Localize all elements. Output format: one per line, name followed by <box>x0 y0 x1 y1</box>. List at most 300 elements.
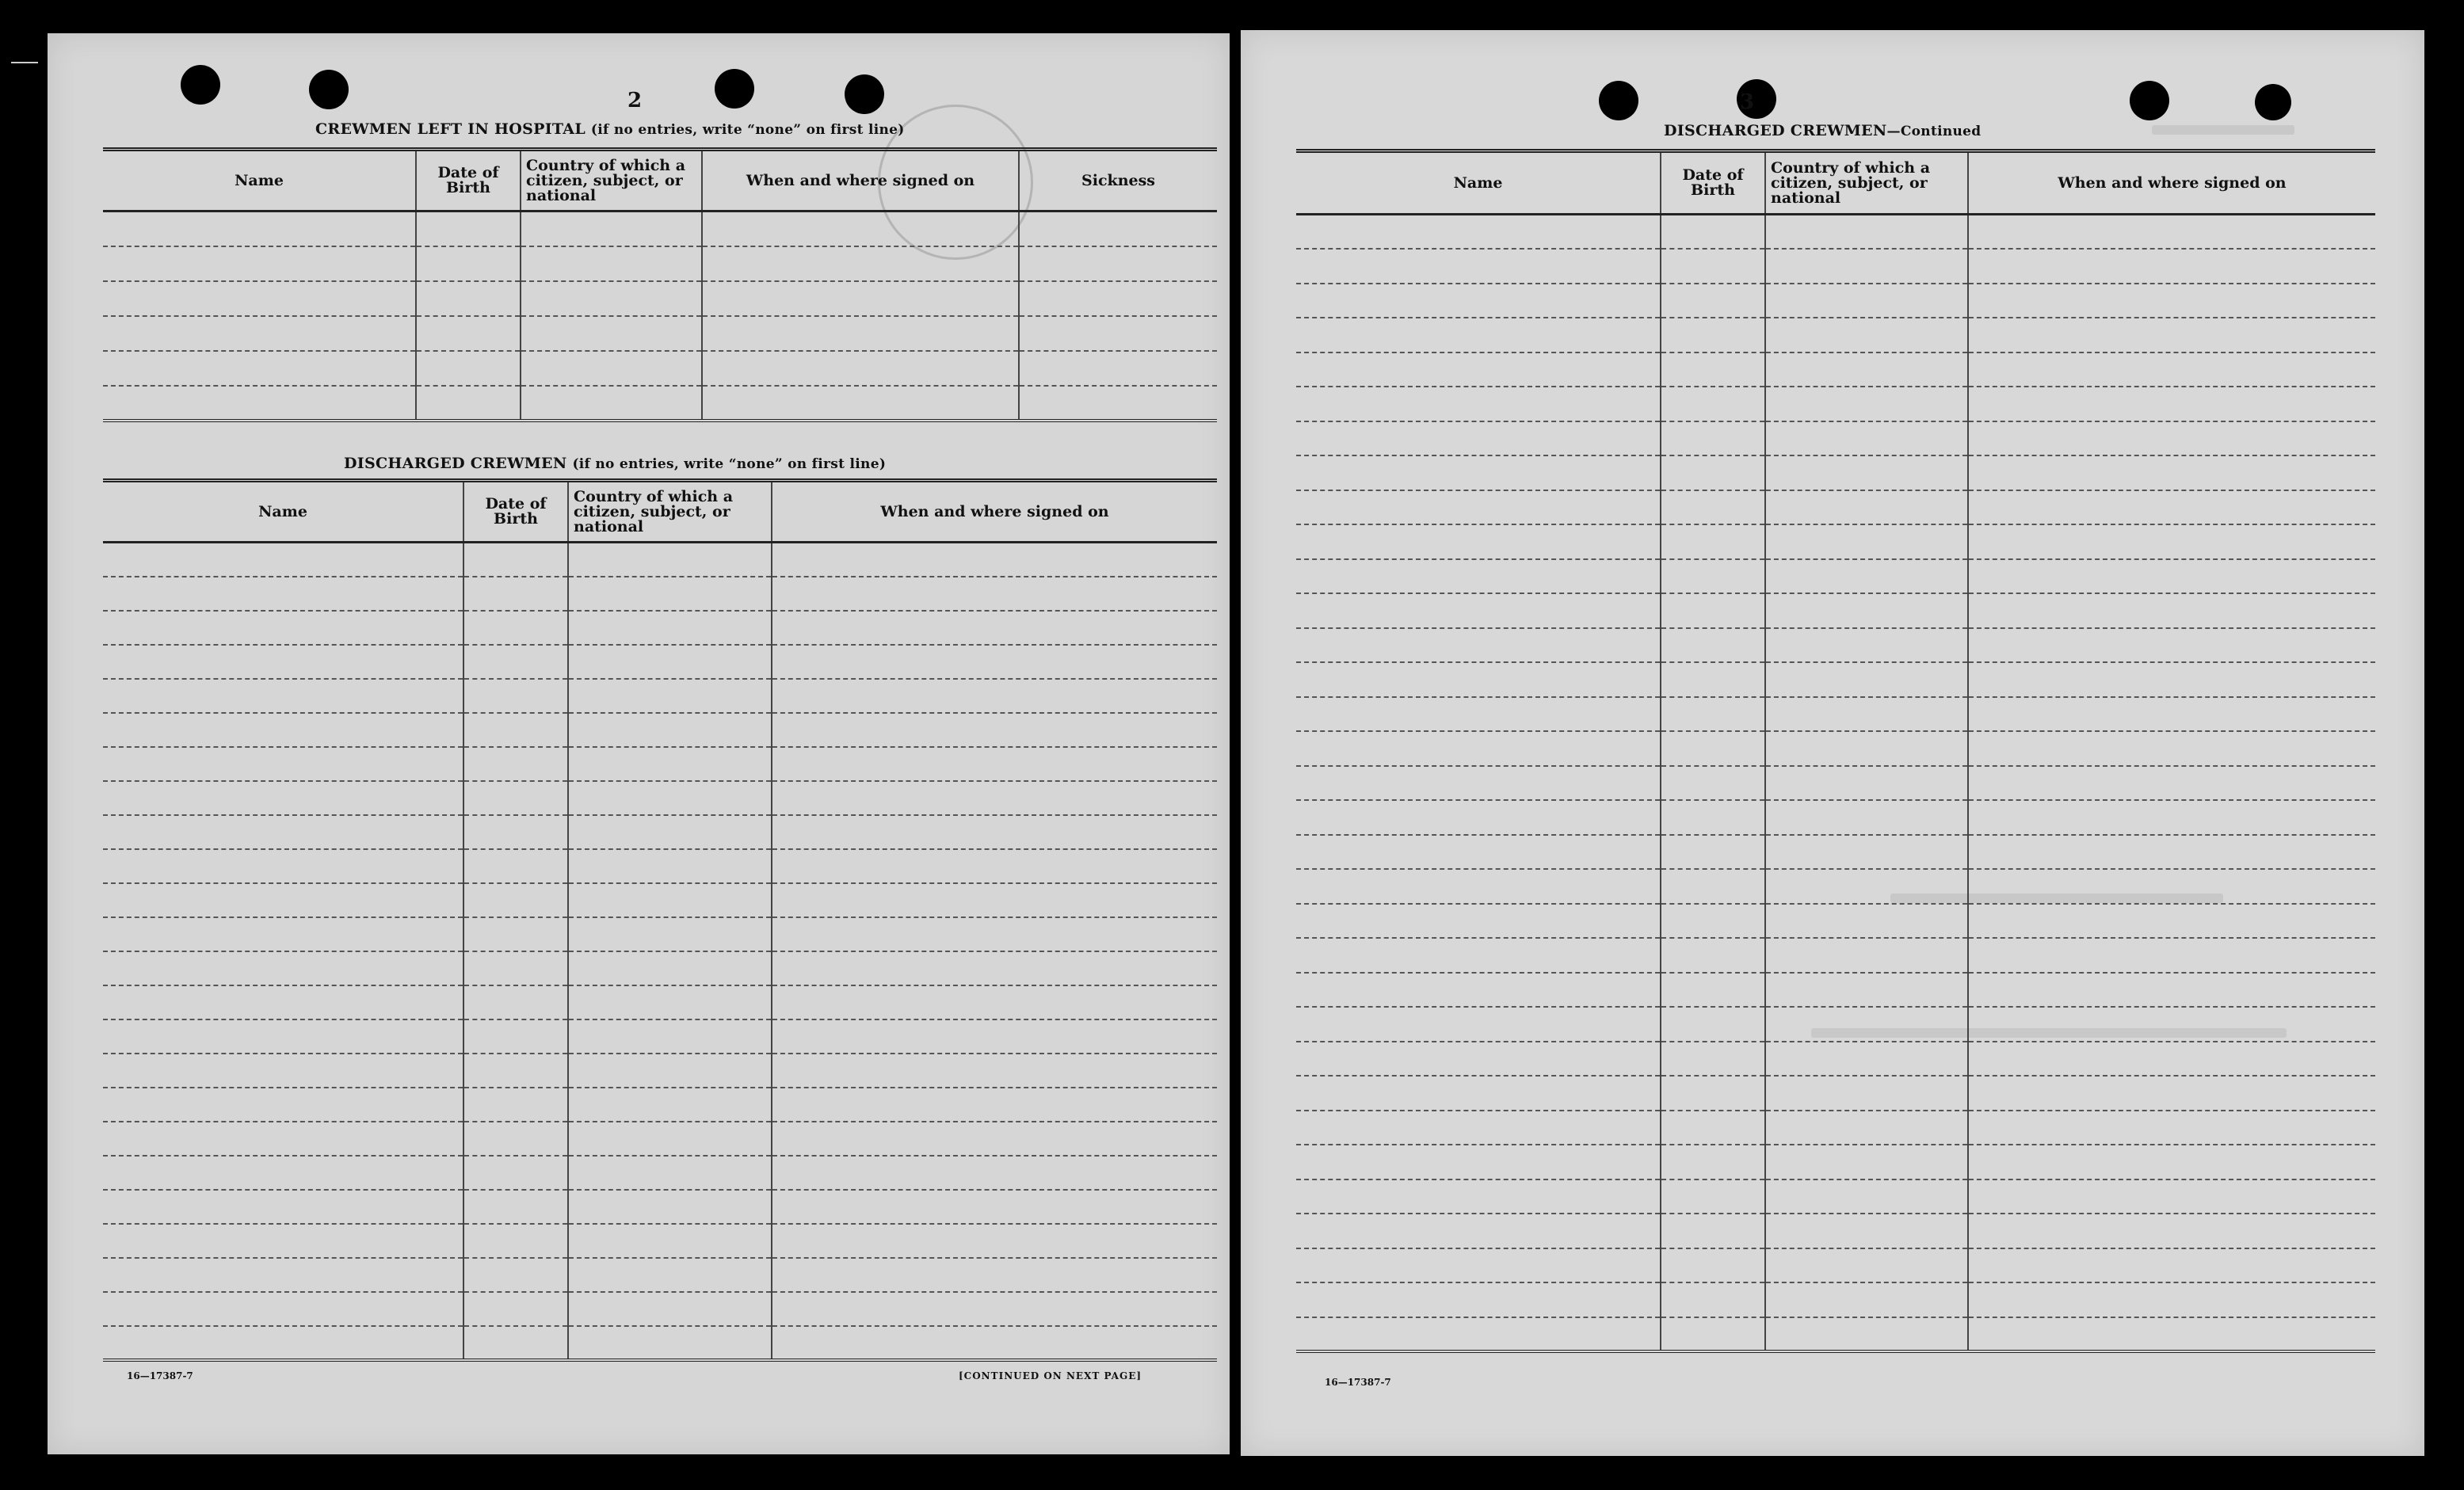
country-cell[interactable] <box>568 985 772 1019</box>
name-cell[interactable] <box>103 1054 463 1088</box>
country-cell[interactable] <box>568 611 772 645</box>
country-cell[interactable] <box>568 577 772 611</box>
table-row <box>1296 1248 2375 1283</box>
column-header-name: Name <box>103 481 463 543</box>
table-row <box>103 1292 1217 1326</box>
column-header-country: Country of which a citizen, subject, or national <box>1765 151 1968 215</box>
country-cell[interactable] <box>568 713 772 747</box>
country-cell[interactable] <box>1765 284 1968 318</box>
date-of-birth-cell[interactable] <box>463 679 568 713</box>
name-cell[interactable] <box>1296 593 1661 628</box>
date-of-birth-cell[interactable] <box>463 611 568 645</box>
table-row <box>1296 835 2375 870</box>
signed-on-cell[interactable] <box>1968 1111 2375 1145</box>
name-cell[interactable] <box>1296 1248 1661 1283</box>
name-cell[interactable] <box>1296 1214 1661 1248</box>
country-cell[interactable] <box>1765 869 1968 904</box>
country-cell[interactable] <box>568 747 772 781</box>
signed-on-cell[interactable] <box>1968 800 2375 835</box>
date-of-birth-cell[interactable] <box>1661 1282 1765 1317</box>
date-of-birth-cell[interactable] <box>463 1326 568 1360</box>
date-of-birth-cell[interactable] <box>463 1156 568 1190</box>
country-cell[interactable] <box>568 1326 772 1360</box>
signed-on-cell[interactable] <box>1968 1076 2375 1111</box>
signed-on-cell[interactable] <box>1968 1042 2375 1077</box>
name-cell[interactable] <box>1296 800 1661 835</box>
country-cell[interactable] <box>1765 835 1968 870</box>
signed-on-cell[interactable] <box>772 781 1217 815</box>
date-of-birth-cell[interactable] <box>463 1224 568 1258</box>
table-row <box>103 577 1217 611</box>
date-of-birth-cell[interactable] <box>1661 662 1765 697</box>
name-cell[interactable] <box>103 543 463 577</box>
country-cell[interactable] <box>1765 731 1968 766</box>
signed-on-cell[interactable] <box>772 985 1217 1019</box>
name-cell[interactable] <box>1296 559 1661 594</box>
country-cell[interactable] <box>1765 1179 1968 1214</box>
date-of-birth-cell[interactable] <box>1661 1179 1765 1214</box>
date-of-birth-cell[interactable] <box>463 1122 568 1156</box>
name-cell[interactable] <box>103 1019 463 1054</box>
name-cell[interactable] <box>1296 628 1661 663</box>
name-cell[interactable] <box>1296 1282 1661 1317</box>
name-cell[interactable] <box>103 747 463 781</box>
date-of-birth-cell[interactable] <box>463 747 568 781</box>
hospital-title-text: CREWMEN LEFT IN HOSPITAL <box>315 120 585 138</box>
signed-on-cell[interactable] <box>772 1088 1217 1122</box>
name-cell[interactable] <box>1296 1042 1661 1077</box>
country-cell[interactable] <box>1765 352 1968 387</box>
signed-on-cell[interactable] <box>1968 869 2375 904</box>
discharged-table <box>103 478 1217 1362</box>
date-of-birth-cell[interactable] <box>1661 869 1765 904</box>
country-cell[interactable] <box>568 917 772 951</box>
name-cell[interactable] <box>103 351 416 386</box>
table-row <box>103 1088 1217 1122</box>
date-of-birth-cell[interactable] <box>1661 800 1765 835</box>
date-of-birth-cell[interactable] <box>416 211 521 246</box>
name-cell[interactable] <box>1296 387 1661 421</box>
country-cell[interactable] <box>1765 421 1968 456</box>
date-of-birth-cell[interactable] <box>1661 973 1765 1008</box>
name-cell[interactable] <box>103 1156 463 1190</box>
country-cell[interactable] <box>1765 1145 1968 1179</box>
country-cell[interactable] <box>1765 318 1968 352</box>
sickness-cell[interactable] <box>1019 316 1217 351</box>
signed-on-cell[interactable] <box>772 713 1217 747</box>
signed-on-cell[interactable] <box>1968 421 2375 456</box>
table-row <box>1296 249 2375 284</box>
country-cell[interactable] <box>1765 973 1968 1008</box>
date-of-birth-cell[interactable] <box>463 1258 568 1292</box>
date-of-birth-cell[interactable] <box>463 815 568 849</box>
signed-on-cell[interactable] <box>1968 904 2375 939</box>
sickness-cell[interactable] <box>1019 281 1217 316</box>
date-of-birth-cell[interactable] <box>463 883 568 917</box>
punch-hole <box>845 74 884 114</box>
country-cell[interactable] <box>1765 1282 1968 1317</box>
column-header-date-of-birth: Date of Birth <box>1661 151 1765 215</box>
name-cell[interactable] <box>1296 1145 1661 1179</box>
name-cell[interactable] <box>103 1088 463 1122</box>
signed-on-cell[interactable] <box>1968 973 2375 1008</box>
date-of-birth-cell[interactable] <box>463 577 568 611</box>
signed-on-cell[interactable] <box>1968 318 2375 352</box>
date-of-birth-cell[interactable] <box>1661 559 1765 594</box>
country-cell[interactable] <box>1765 524 1968 559</box>
date-of-birth-cell[interactable] <box>463 985 568 1019</box>
signed-on-cell[interactable] <box>1968 559 2375 594</box>
name-cell[interactable] <box>1296 662 1661 697</box>
date-of-birth-cell[interactable] <box>1661 249 1765 284</box>
hospital-section-title <box>315 120 905 138</box>
date-of-birth-cell[interactable] <box>1661 593 1765 628</box>
date-of-birth-cell[interactable] <box>1661 1214 1765 1248</box>
country-cell[interactable] <box>568 781 772 815</box>
signed-on-cell[interactable] <box>772 1054 1217 1088</box>
date-of-birth-cell[interactable] <box>416 316 521 351</box>
signed-on-cell[interactable] <box>772 645 1217 679</box>
signed-on-cell[interactable] <box>1968 352 2375 387</box>
name-cell[interactable] <box>103 781 463 815</box>
signed-on-cell[interactable] <box>1968 731 2375 766</box>
country-cell[interactable] <box>521 246 702 281</box>
column-header-name: Name <box>1296 151 1661 215</box>
country-cell[interactable] <box>568 883 772 917</box>
name-cell[interactable] <box>103 1292 463 1326</box>
date-of-birth-cell[interactable] <box>1661 697 1765 732</box>
name-cell[interactable] <box>1296 284 1661 318</box>
date-of-birth-cell[interactable] <box>1661 1145 1765 1179</box>
signed-on-cell[interactable] <box>1968 1282 2375 1317</box>
name-cell[interactable] <box>103 281 416 316</box>
table-row <box>103 1019 1217 1054</box>
date-of-birth-cell[interactable] <box>1661 215 1765 250</box>
date-of-birth-cell[interactable] <box>1661 421 1765 456</box>
signed-on-cell[interactable] <box>1968 628 2375 663</box>
country-cell[interactable] <box>1765 559 1968 594</box>
country-cell[interactable] <box>521 386 702 421</box>
signed-on-cell[interactable] <box>772 849 1217 883</box>
name-cell[interactable] <box>103 713 463 747</box>
country-cell[interactable] <box>568 1258 772 1292</box>
date-of-birth-cell[interactable] <box>463 1190 568 1224</box>
name-cell[interactable] <box>103 883 463 917</box>
signed-on-cell[interactable] <box>1968 835 2375 870</box>
date-of-birth-cell[interactable] <box>1661 284 1765 318</box>
date-of-birth-cell[interactable] <box>1661 835 1765 870</box>
name-cell[interactable] <box>1296 869 1661 904</box>
name-cell[interactable] <box>103 1122 463 1156</box>
country-cell[interactable] <box>1765 249 1968 284</box>
date-of-birth-cell[interactable] <box>1661 766 1765 801</box>
signed-on-cell[interactable] <box>1968 387 2375 421</box>
country-cell[interactable] <box>1765 215 1968 250</box>
date-of-birth-cell[interactable] <box>1661 1248 1765 1283</box>
table-row <box>103 951 1217 985</box>
signed-on-cell[interactable] <box>772 543 1217 577</box>
table-row <box>103 316 1217 351</box>
country-cell[interactable] <box>1765 455 1968 490</box>
name-cell[interactable] <box>103 849 463 883</box>
name-cell[interactable] <box>103 951 463 985</box>
country-cell[interactable] <box>521 211 702 246</box>
date-of-birth-cell[interactable] <box>463 713 568 747</box>
country-cell[interactable] <box>568 849 772 883</box>
date-of-birth-cell[interactable] <box>416 386 521 421</box>
table-row <box>103 679 1217 713</box>
signed-on-cell[interactable] <box>702 281 1019 316</box>
date-of-birth-cell[interactable] <box>1661 938 1765 973</box>
name-cell[interactable] <box>1296 835 1661 870</box>
name-cell[interactable] <box>103 985 463 1019</box>
date-of-birth-cell[interactable] <box>463 951 568 985</box>
hospital-table <box>103 147 1217 422</box>
signed-on-cell[interactable] <box>1968 215 2375 250</box>
discharged-instruction: (if no entries, write “none” on first line) <box>572 456 887 472</box>
signed-on-cell[interactable] <box>772 1122 1217 1156</box>
signed-on-cell[interactable] <box>772 577 1217 611</box>
signed-on-cell[interactable] <box>772 679 1217 713</box>
signed-on-cell[interactable] <box>1968 490 2375 525</box>
country-cell[interactable] <box>1765 1111 1968 1145</box>
name-cell[interactable] <box>1296 421 1661 456</box>
country-cell[interactable] <box>1765 1248 1968 1283</box>
name-cell[interactable] <box>103 679 463 713</box>
name-cell[interactable] <box>103 645 463 679</box>
country-cell[interactable] <box>521 281 702 316</box>
continued-note: [CONTINUED ON NEXT PAGE] <box>959 1370 1142 1381</box>
table-row <box>103 1224 1217 1258</box>
signed-on-cell[interactable] <box>772 1019 1217 1054</box>
signed-on-cell[interactable] <box>772 611 1217 645</box>
signed-on-cell[interactable] <box>1968 1214 2375 1248</box>
table-row <box>103 883 1217 917</box>
name-cell[interactable] <box>1296 215 1661 250</box>
country-cell[interactable] <box>1765 387 1968 421</box>
name-cell[interactable] <box>1296 697 1661 732</box>
country-cell[interactable] <box>1765 1214 1968 1248</box>
signed-on-cell[interactable] <box>1968 524 2375 559</box>
signed-on-cell[interactable] <box>1968 455 2375 490</box>
date-of-birth-cell[interactable] <box>463 917 568 951</box>
name-cell[interactable] <box>1296 731 1661 766</box>
name-cell[interactable] <box>1296 1179 1661 1214</box>
date-of-birth-cell[interactable] <box>416 246 521 281</box>
signed-on-cell[interactable] <box>702 246 1019 281</box>
country-cell[interactable] <box>568 1054 772 1088</box>
country-cell[interactable] <box>1765 800 1968 835</box>
sickness-cell[interactable] <box>1019 386 1217 421</box>
signed-on-cell[interactable] <box>772 951 1217 985</box>
country-cell[interactable] <box>568 543 772 577</box>
table-row <box>1296 352 2375 387</box>
date-of-birth-cell[interactable] <box>1661 524 1765 559</box>
table-row <box>1296 387 2375 421</box>
date-of-birth-cell[interactable] <box>463 1292 568 1326</box>
signed-on-cell[interactable] <box>772 1258 1217 1292</box>
name-cell[interactable] <box>1296 1076 1661 1111</box>
signed-on-cell[interactable] <box>1968 697 2375 732</box>
column-header-signed-on: When and where signed on <box>772 481 1217 543</box>
signed-on-cell[interactable] <box>1968 1317 2375 1352</box>
date-of-birth-cell[interactable] <box>463 1088 568 1122</box>
country-cell[interactable] <box>568 815 772 849</box>
signed-on-cell[interactable] <box>702 211 1019 246</box>
date-of-birth-cell[interactable] <box>1661 1317 1765 1352</box>
signed-on-cell[interactable] <box>772 917 1217 951</box>
date-of-birth-cell[interactable] <box>1661 490 1765 525</box>
country-cell[interactable] <box>568 645 772 679</box>
table-row <box>1296 318 2375 352</box>
country-cell[interactable] <box>568 1292 772 1326</box>
signed-on-cell[interactable] <box>1968 284 2375 318</box>
date-of-birth-cell[interactable] <box>463 543 568 577</box>
country-cell[interactable] <box>568 1156 772 1190</box>
signed-on-cell[interactable] <box>1968 766 2375 801</box>
date-of-birth-cell[interactable] <box>1661 731 1765 766</box>
signed-on-cell[interactable] <box>772 1292 1217 1326</box>
date-of-birth-cell[interactable] <box>463 645 568 679</box>
name-cell[interactable] <box>103 246 416 281</box>
signed-on-cell[interactable] <box>1968 1007 2375 1042</box>
signed-on-cell[interactable] <box>772 815 1217 849</box>
punch-hole <box>309 70 349 109</box>
date-of-birth-cell[interactable] <box>1661 318 1765 352</box>
table-row <box>1296 490 2375 525</box>
name-cell[interactable] <box>103 611 463 645</box>
name-cell[interactable] <box>1296 938 1661 973</box>
name-cell[interactable] <box>103 1326 463 1360</box>
country-cell[interactable] <box>1765 1317 1968 1352</box>
sickness-cell[interactable] <box>1019 246 1217 281</box>
date-of-birth-cell[interactable] <box>463 849 568 883</box>
table-row <box>103 1258 1217 1292</box>
name-cell[interactable] <box>1296 904 1661 939</box>
name-cell[interactable] <box>1296 1111 1661 1145</box>
name-cell[interactable] <box>1296 455 1661 490</box>
sickness-cell[interactable] <box>1019 211 1217 246</box>
country-cell[interactable] <box>1765 1007 1968 1042</box>
name-cell[interactable] <box>103 386 416 421</box>
country-cell[interactable] <box>1765 938 1968 973</box>
date-of-birth-cell[interactable] <box>463 781 568 815</box>
country-cell[interactable] <box>1765 490 1968 525</box>
name-cell[interactable] <box>1296 490 1661 525</box>
signed-on-cell[interactable] <box>1968 593 2375 628</box>
date-of-birth-cell[interactable] <box>1661 1007 1765 1042</box>
column-header-signed-on: When and where signed on <box>702 150 1019 211</box>
country-cell[interactable] <box>568 679 772 713</box>
signed-on-cell[interactable] <box>702 386 1019 421</box>
signed-on-cell[interactable] <box>1968 1248 2375 1283</box>
name-cell[interactable] <box>1296 766 1661 801</box>
country-cell[interactable] <box>1765 593 1968 628</box>
country-cell[interactable] <box>1765 662 1968 697</box>
discharged-continued-title <box>1664 122 1981 139</box>
date-of-birth-cell[interactable] <box>1661 628 1765 663</box>
name-cell[interactable] <box>103 815 463 849</box>
date-of-birth-cell[interactable] <box>416 351 521 386</box>
name-cell[interactable] <box>1296 249 1661 284</box>
date-of-birth-cell[interactable] <box>1661 455 1765 490</box>
date-of-birth-cell[interactable] <box>1661 1076 1765 1111</box>
signed-on-cell[interactable] <box>772 1326 1217 1360</box>
table-row <box>103 1326 1217 1360</box>
name-cell[interactable] <box>1296 1317 1661 1352</box>
country-cell[interactable] <box>1765 766 1968 801</box>
signed-on-cell[interactable] <box>1968 1145 2375 1179</box>
sickness-cell[interactable] <box>1019 351 1217 386</box>
country-cell[interactable] <box>568 1224 772 1258</box>
country-cell[interactable] <box>568 1019 772 1054</box>
name-cell[interactable] <box>1296 524 1661 559</box>
column-header-sickness: Sickness <box>1019 150 1217 211</box>
country-cell[interactable] <box>521 351 702 386</box>
table-row <box>1296 524 2375 559</box>
name-cell[interactable] <box>103 577 463 611</box>
table-row <box>103 351 1217 386</box>
table-row <box>1296 1007 2375 1042</box>
column-header-date-of-birth: Date of Birth <box>416 150 521 211</box>
signed-on-cell[interactable] <box>1968 1179 2375 1214</box>
country-cell[interactable] <box>1765 1042 1968 1077</box>
signed-on-cell[interactable] <box>702 351 1019 386</box>
table-row <box>1296 731 2375 766</box>
signed-on-cell[interactable] <box>772 747 1217 781</box>
table-row <box>1296 869 2375 904</box>
date-of-birth-cell[interactable] <box>416 281 521 316</box>
date-of-birth-cell[interactable] <box>1661 352 1765 387</box>
signed-on-cell[interactable] <box>1968 662 2375 697</box>
punch-hole <box>181 65 220 105</box>
date-of-birth-cell[interactable] <box>463 1054 568 1088</box>
name-cell[interactable] <box>1296 1007 1661 1042</box>
signed-on-cell[interactable] <box>772 1190 1217 1224</box>
country-cell[interactable] <box>521 316 702 351</box>
signed-on-cell[interactable] <box>772 883 1217 917</box>
signed-on-cell[interactable] <box>772 1224 1217 1258</box>
name-cell[interactable] <box>103 211 416 246</box>
name-cell[interactable] <box>103 1258 463 1292</box>
country-cell[interactable] <box>568 1122 772 1156</box>
name-cell[interactable] <box>103 1190 463 1224</box>
signed-on-cell[interactable] <box>772 1156 1217 1190</box>
date-of-birth-cell[interactable] <box>1661 1111 1765 1145</box>
date-of-birth-cell[interactable] <box>1661 387 1765 421</box>
country-cell[interactable] <box>1765 628 1968 663</box>
name-cell[interactable] <box>103 1224 463 1258</box>
country-cell[interactable] <box>568 951 772 985</box>
date-of-birth-cell[interactable] <box>1661 904 1765 939</box>
signed-on-cell[interactable] <box>1968 938 2375 973</box>
table-row <box>1296 1076 2375 1111</box>
country-cell[interactable] <box>568 1190 772 1224</box>
name-cell[interactable] <box>103 316 416 351</box>
name-cell[interactable] <box>103 917 463 951</box>
signed-on-cell[interactable] <box>1968 249 2375 284</box>
name-cell[interactable] <box>1296 973 1661 1008</box>
date-of-birth-cell[interactable] <box>463 1019 568 1054</box>
country-cell[interactable] <box>1765 904 1968 939</box>
name-cell[interactable] <box>1296 318 1661 352</box>
name-cell[interactable] <box>1296 352 1661 387</box>
date-of-birth-cell[interactable] <box>1661 1042 1765 1077</box>
country-cell[interactable] <box>1765 1076 1968 1111</box>
signed-on-cell[interactable] <box>702 316 1019 351</box>
country-cell[interactable] <box>568 1088 772 1122</box>
country-cell[interactable] <box>1765 697 1968 732</box>
